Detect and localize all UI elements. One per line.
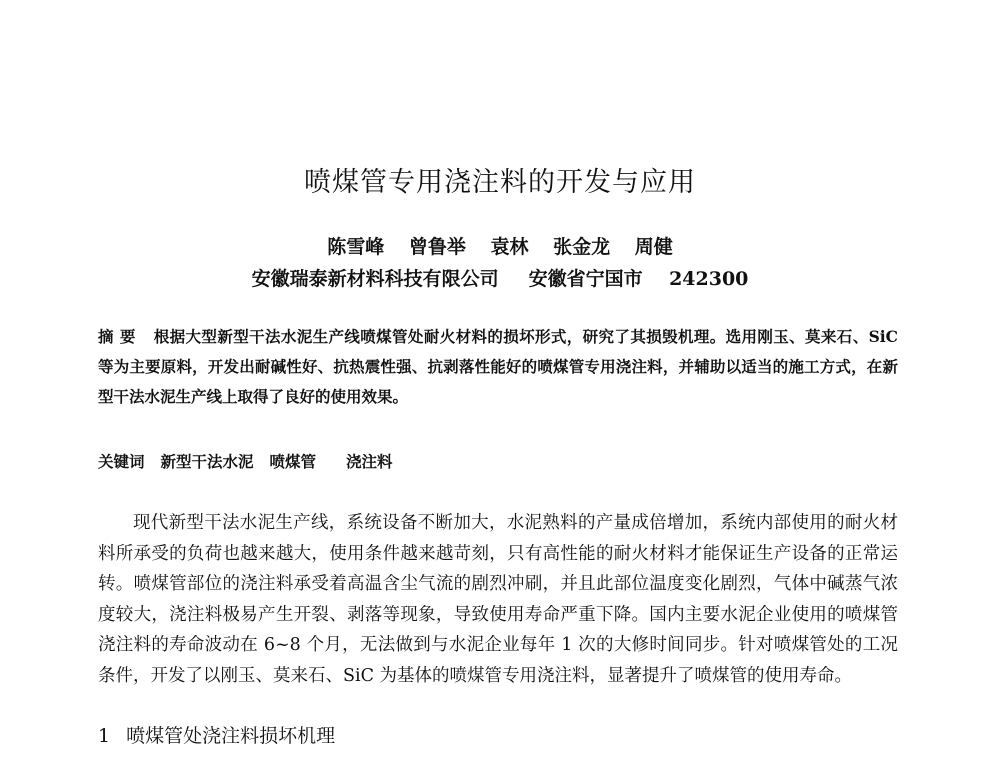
abstract-label: 摘要 bbox=[98, 327, 142, 346]
author-name: 张金龙 bbox=[553, 236, 611, 258]
affiliation-company: 安徽瑞泰新材料科技有限公司 bbox=[251, 268, 499, 290]
author-name: 袁林 bbox=[490, 236, 529, 258]
keyword: 新型干法水泥 bbox=[160, 452, 254, 471]
abstract bbox=[98, 322, 898, 412]
section-title: 喷煤管处浇注料损坏机理 bbox=[126, 725, 336, 747]
author-name: 周健 bbox=[634, 236, 673, 258]
author-name: 曾鲁举 bbox=[408, 236, 466, 258]
section-number: 1 bbox=[98, 725, 111, 747]
keyword: 喷煤管 bbox=[269, 452, 317, 471]
affiliation bbox=[0, 264, 1000, 291]
keyword: 浇注料 bbox=[346, 452, 393, 471]
keywords-label: 关键词 bbox=[98, 452, 145, 471]
author-name: 陈雪峰 bbox=[327, 236, 385, 258]
keywords bbox=[98, 450, 898, 472]
author-list bbox=[0, 232, 1000, 259]
body-paragraph: 现代新型干法水泥生产线，系统设备不断加大，水泥熟料的产量成倍增加，系统内部使用的耐火材料所承受的负荷也越来越大，使用条件越来越苛刻，只有高性能的耐火材料才能保证生产设备的正常运转。喷煤管部位的浇注料承受着高温含尘气流的剧烈冲刷，并且此部位温度变化剧烈，气体中碱蒸气浓度较大，浇注料极易产生开裂、剥落等现象，导致使用寿命严重下降。国内主要水泥企业使用的喷煤管浇注料的寿命波动在 6~8 个月，无法做到与水泥企业每年 1 次的大修时间同步。针对喷煤管处的工况条件，开发了以刚玉、莫来石、SiC 为基体的喷煤管专用浇注料，显著提升了喷煤管的使用寿命。 bbox=[98, 513, 898, 686]
section-heading bbox=[98, 721, 898, 748]
affiliation-location: 安徽省宁国市 bbox=[528, 268, 643, 290]
abstract-text: 根据大型新型干法水泥生产线喷煤管处耐火材料的损坏形式，研究了其损毁机理。选用刚玉、莫来石、SiC 等为主要原料，开发出耐碱性好、抗热震性强、抗剥落性能好的喷煤管专用浇注料，并辅助以适当的施工方式，在新型干法水泥生产线上取得了良好的使用效果。 bbox=[98, 327, 898, 406]
paper-title: 喷煤管专用浇注料的开发与应用 bbox=[304, 167, 696, 198]
affiliation-postcode: 242300 bbox=[669, 268, 749, 290]
